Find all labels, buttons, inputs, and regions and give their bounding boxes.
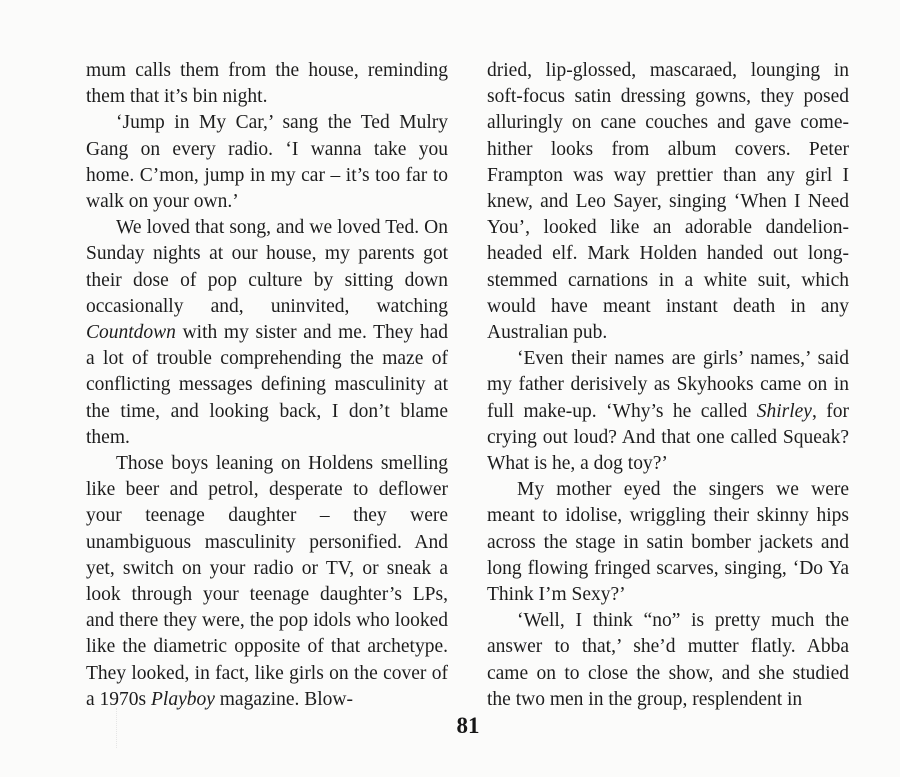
paragraph xyxy=(487,346,849,477)
paragraph xyxy=(86,451,448,713)
paragraph xyxy=(86,58,448,110)
text-run: ‘Even their names are girls’ names,’ said my father derisively as Skyhooks came on in full make-up. ‘Why’s he called xyxy=(487,348,849,422)
right-text-column xyxy=(487,58,849,713)
text-run: magazine. Blow- xyxy=(214,688,353,710)
text-run: Those boys leaning on Holdens smelling like beer and petrol, desperate to deflower your teenage daughter – they were unambiguous masculinity personified. And yet, switch on your radio or TV, or sneak a look through your teenage daughter’s LPs, and there they were, the pop idols who looked like the diametric opposite of that archetype. They looked, in fact, like girls on the cover of a 1970s xyxy=(86,453,448,710)
paragraph xyxy=(487,477,849,608)
italic-title: Shirley xyxy=(756,400,812,422)
paragraph xyxy=(487,58,849,346)
text-run: ‘Jump in My Car,’ sang the Ted Mulry Gang on every radio. ‘I wanna take you home. C’mon, jump in my car – it’s too far to walk on your own.’ xyxy=(86,112,448,213)
text-run: dried, lip-glossed, mascaraed, lounging in soft-focus satin dressing gowns, they posed alluringly on cane couches and gave come-hither looks from album covers. Peter Frampton was way prettier than any girl I knew, and Leo Sayer, singing ‘When I Need You’, looked like an adorable dandelion-headed elf. Mark Holden handed out long-stemmed carnations in a white suit, which would have meant instant death in any Australian pub. xyxy=(487,60,849,344)
text-run: with my sister and me. They had a lot of trouble comprehending the maze of conflicting messages defining masculinity at the time, and looking back, I don’t blame them. xyxy=(86,322,448,448)
text-run: , for crying out loud? And that one called Squeak? What is he, a dog toy?’ xyxy=(487,400,849,475)
paragraph xyxy=(487,608,849,713)
italic-title: Countdown xyxy=(86,322,176,344)
paragraph xyxy=(86,110,448,215)
left-text-column xyxy=(86,58,448,713)
text-run: We loved that song, and we loved Ted. On Sunday nights at our house, my parents got their dose of pop culture by sitting down occasionally and, uninvited, watching xyxy=(86,217,448,317)
paragraph xyxy=(86,215,448,451)
italic-title: Playboy xyxy=(151,688,215,710)
text-run: mum calls them from the house, reminding them that it’s bin night. xyxy=(86,60,448,108)
text-run: ‘Well, I think “no” is pretty much the answer to that,’ she’d mutter flatly. Abba came on to close the show, and she studied the two men in the group, resplendent in xyxy=(487,610,849,710)
page-number: 81 xyxy=(456,713,480,738)
text-run: My mother eyed the singers we were meant to idolise, wriggling their skinny hips across the stage in satin bomber jackets and long flowing fringed scarves, singing, ‘Do Ya Think I’m Sexy?’ xyxy=(487,479,849,606)
